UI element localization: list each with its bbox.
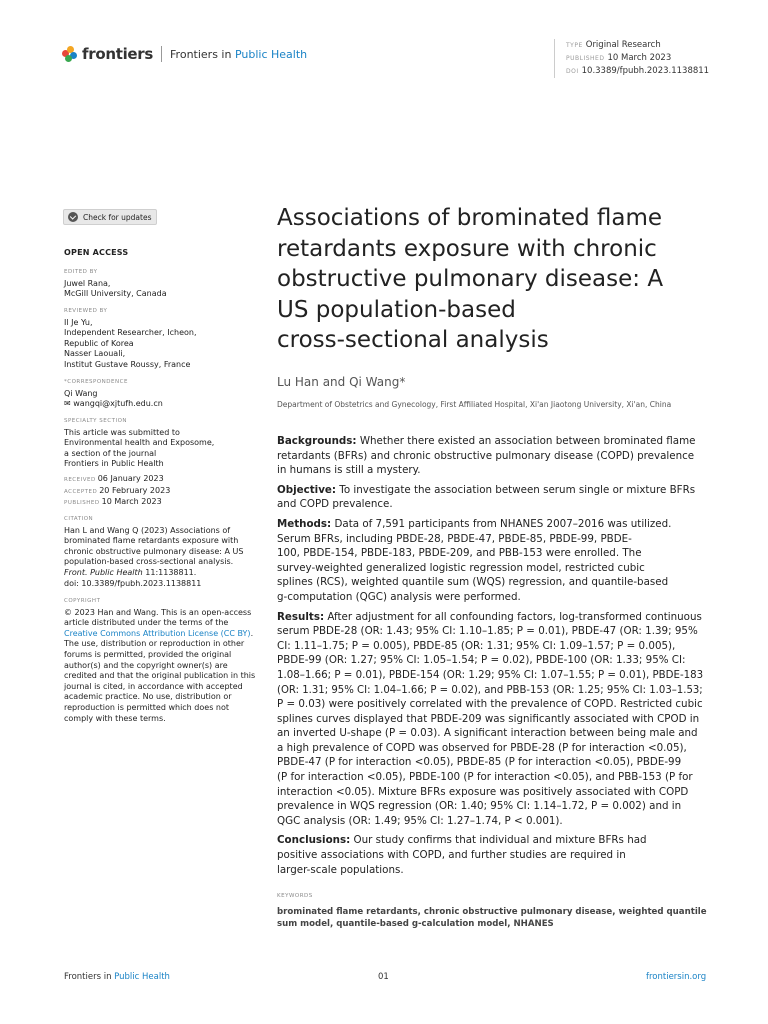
abstract-objective: Objective: To investigate the association between serum single or mixture BFRs and COPD prevalence. (277, 483, 696, 511)
abstract-results: Results: After adjustment for all confounding factors, log-transformed continuous serum PBDE-28 (OR: 1.43; 95% CI: 1.10–1.85; P = 0.01), PBDE-47 (OR: 1.39; 95% CI: 1.11–1.75; P = 0.005), PBDE-85 (OR: 1.31; 95% CI: 1.09–1.57; P = 0.005), PBDE-99 (OR: 1.27; 95% CI: 1.05–1.54; P = 0.02), PBDE-100 (OR: 1.33; 95% CI: 1.08–1.66; P = 0.01), PBDE-154 (OR: 1.29; 95% CI: 1.07–1.55; P = 0.01), PBDE-183 (OR: 1.31; 95% CI: 1.04–1.66; P = 0.02), and PBB-153 (OR: 1.25; 95% CI: 1.03–1.53; P = 0.03) were positively correlated with the prevalence of COPD. Restricted cubic splines curves displayed that PBDE-209 was significantly associated with CPOD in an inverted U-shape (P = 0.03). A significant interaction between being male and a high prevalence of COPD was observed for PBDE-28 (P for interaction <0.05), PBDE-47 (P for interaction <0.05), PBDE-85 (P for interaction <0.05), PBDE-99 (P for interaction <0.05), PBDE-100 (P for interaction <0.05), and PBB-153 (P for interaction <0.05). Mixture BFRs exposure was positively associated with COPD prevalence in WQS regression (OR: 1.40; 95% CI: 1.14–1.72, P = 0.002) and in QGC analysis (OR: 1.49; 95% CI: 1.27–1.74, P < 0.001). (277, 610, 704, 827)
check-updates-label: Check for updates (83, 212, 152, 222)
abstract-backgrounds: Backgrounds: Whether there existed an association between brominated flame retardants (BFRs) and chronic obstructive pulmonary disease (COPD) prevalence in humans is still a mystery. (277, 435, 696, 477)
abstract-conclusions: Conclusions: Our study confirms that individual and mixture BFRs had positive associations with COPD, and further studies are required in larger-scale populations. (277, 834, 647, 876)
correspondence-email[interactable]: ✉ wangqi@xjtufh.edu.cn (64, 399, 163, 409)
article-dates (64, 474, 259, 509)
correspondence: *CORRESPONDENCE Qi Wang ✉ wangqi@xjtufh.edu.cn (64, 377, 259, 410)
cc-by-license-link[interactable]: Creative Commons Attribution License (CC BY) (64, 628, 251, 638)
copyright: COPYRIGHT © 2023 Han and Wang. This is an open-access article distributed under the terms of the Creative Commons Attribution License (CC BY). The use, distribution or reproduction in other forums is permitted, provided the original author(s) and the copyright owner(s) are credited and that the original publication in this journal is cited, in accordance with accepted academic practice. No use, distribution or reproduction is permitted which does not comply with these terms. (64, 598, 256, 723)
logo-divider (161, 46, 162, 62)
article-meta (554, 39, 736, 78)
journal-logo[interactable] (62, 44, 307, 64)
envelope-icon: ✉ (64, 399, 71, 409)
journal-name: Frontiers in Public Health (170, 47, 308, 61)
article-authors: Lu Han and Qi Wang* (277, 375, 406, 389)
abstract-methods: Methods: Data of 7,591 participants from NHANES 2007–2016 was utilized. Serum BFRs, including PBDE-28, PBDE-47, PBDE-85, PBDE-99, PBDE- 100, PBDE-154, PBDE-183, PBDE-209, and PBB-153 were enrolled. The survey-weighted generalized logistic regression model, restricted cubic splines (RCS), weighted quantile sum (WQS) regression, and quantile-based g-computation (QGC) analysis were performed. (277, 517, 672, 603)
specialty-section: SPECIALTY SECTION This article was submitted to Environmental health and Exposome, a section of the journal Frontiers in Public Health (64, 418, 215, 469)
frontiers-logo-icon (62, 46, 78, 62)
frontiers-wordmark: frontiers (82, 45, 154, 63)
keywords-label: KEYWORDS (277, 893, 313, 899)
meta-doi: DOI 10.3389/fpubh.2023.1138811 (566, 66, 710, 76)
footer-journal[interactable]: Frontiers in Public Health (64, 972, 170, 982)
article-title: Associations of brominated flame retardants exposure with chronic obstructive pulmonary disease: A US population-based cross-sectional analysis (277, 205, 664, 353)
meta-type: TYPE Original Research (566, 40, 661, 50)
meta-published: PUBLISHED 10 March 2023 (566, 53, 672, 63)
abstract (277, 434, 703, 882)
date-received: RECEIVED 06 January 2023 (64, 474, 164, 483)
edited-by: EDITED BY Juwel Rana, McGill University, Canada (64, 269, 167, 299)
citation: CITATION Han L and Wang Q (2023) Associations of brominated flame retardants exposure with chronic obstructive pulmonary disease: A US population-based cross-sectional analysis. Front. Public Health 11:1138811. doi: 10.3389/fpubh.2023.1138811 (64, 516, 244, 588)
keywords: brominated flame retardants, chronic obstructive pulmonary disease, weighted quantile sum model, quantile-based g-calculation model, NHANES (277, 907, 707, 929)
open-access-label: OPEN ACCESS (64, 248, 129, 257)
author-affiliation: Department of Obstetrics and Gynecology, First Affiliated Hospital, Xi'an Jiaotong University, Xi'an, China (277, 400, 672, 409)
frontiersin-link[interactable]: frontiersin.org (646, 972, 707, 982)
date-accepted: ACCEPTED 20 February 2023 (64, 485, 171, 495)
reviewed-by: REVIEWED BY Il Je Yu, Independent Researcher, Icheon, Republic of Korea Nasser Laouali, Institut Gustave Roussy, France (64, 308, 197, 369)
check-updates-icon (68, 212, 78, 222)
page-number: 01 (378, 972, 389, 982)
date-published: PUBLISHED 10 March 2023 (64, 497, 162, 507)
check-for-updates-button[interactable] (63, 209, 157, 225)
